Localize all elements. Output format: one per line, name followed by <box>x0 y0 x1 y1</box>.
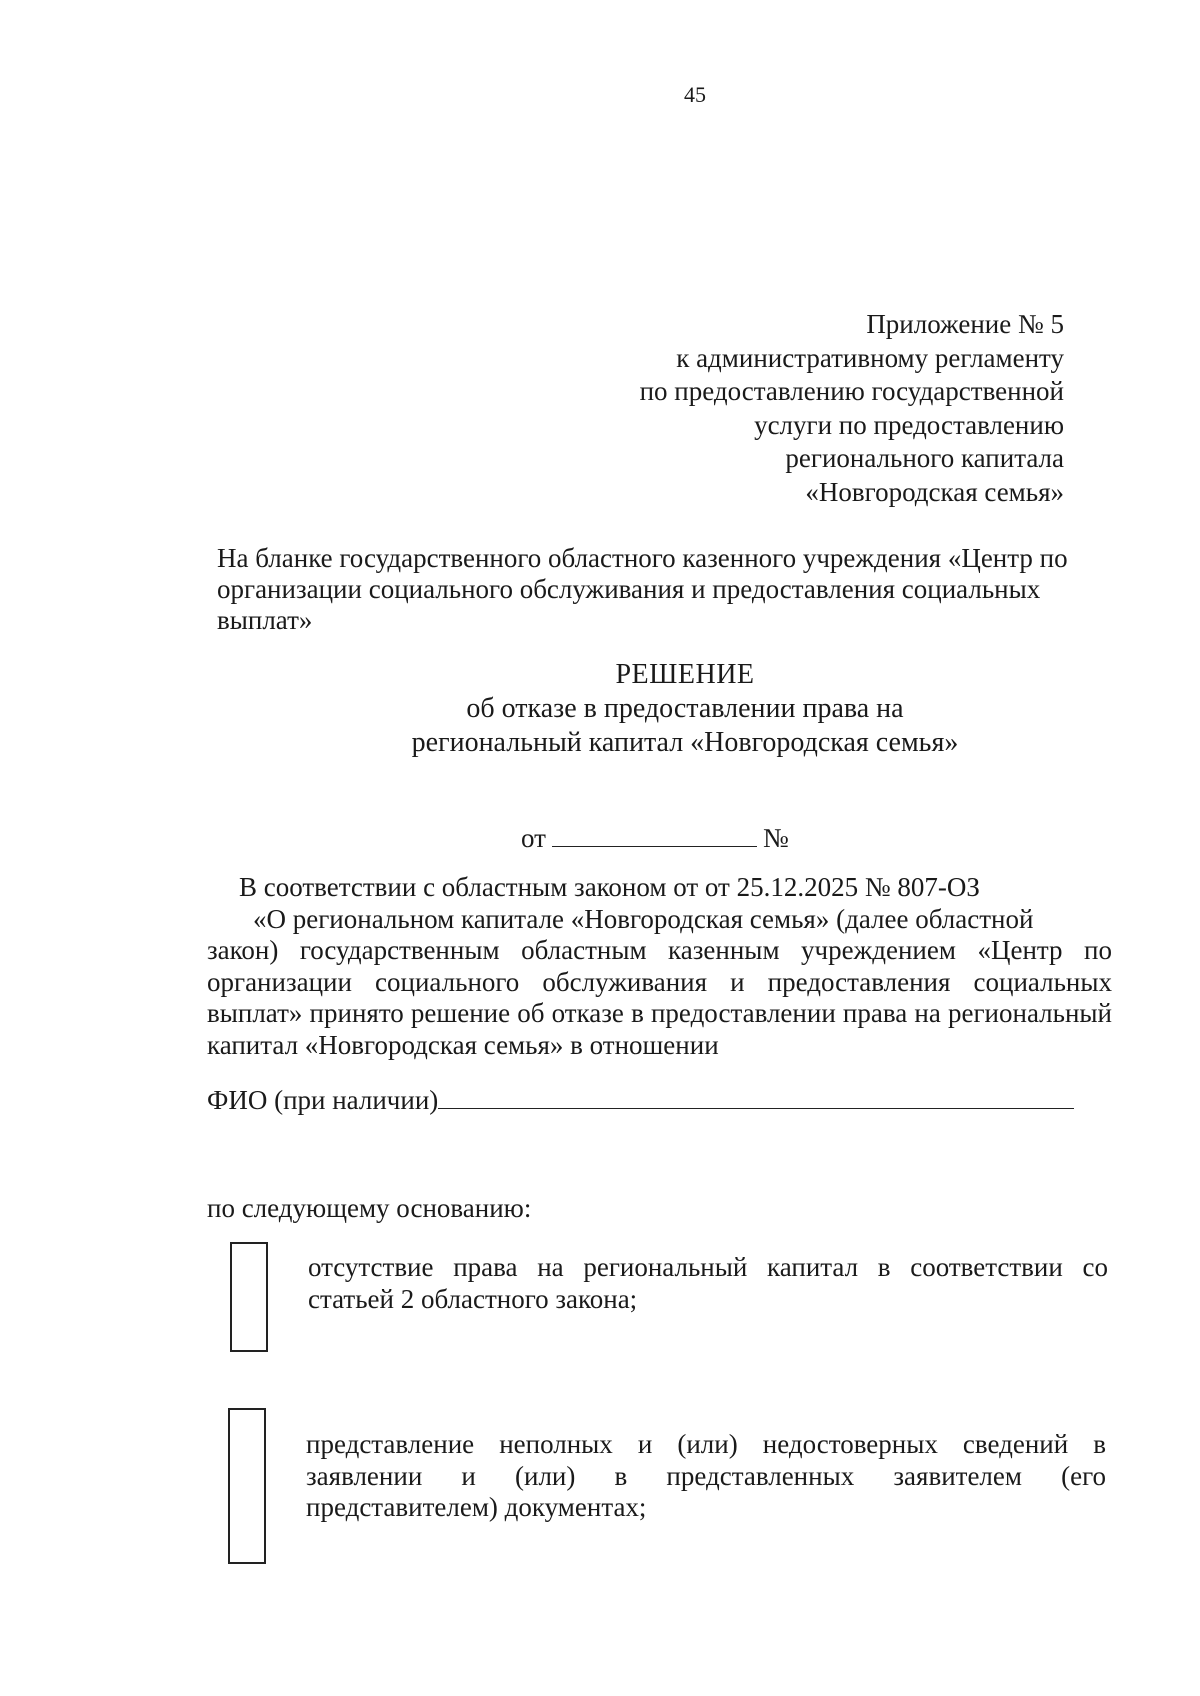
decision-title: РЕШЕНИЕ <box>615 659 755 690</box>
decision-subtitle: региональный капитал «Новгородская семья» <box>411 727 959 758</box>
legal-text-line: В соответствии с областным законом от от 25.12.2025 № 807-ОЗ <box>239 872 980 902</box>
reason-text-line: представление неполных и (или) недостоверных сведений в <box>306 1429 1106 1459</box>
reason-text-line: представителем) документах; <box>306 1492 647 1522</box>
reason-checkbox[interactable] <box>230 1242 268 1352</box>
date-label: от <box>521 823 546 853</box>
legal-basis-paragraph <box>207 872 1112 1061</box>
reason-checkbox[interactable] <box>228 1408 266 1564</box>
appendix-line: по предоставлению государственной <box>639 376 1064 406</box>
decision-heading <box>0 658 1200 760</box>
reason-text <box>306 1429 1106 1524</box>
appendix-header <box>640 308 1064 509</box>
letterhead-note: На бланке государственного областного казенного учреждения «Центр по организации социального обслуживания и предоставления социальных выплат» <box>217 543 1068 635</box>
page-number: 45 <box>684 82 706 107</box>
date-blank-field[interactable] <box>552 824 757 847</box>
reason-text-line: заявлении и (или) в представленных заявителем (его <box>306 1460 1106 1491</box>
fio-label: ФИО (при наличии) <box>207 1085 439 1115</box>
reason-text: отсутствие права на региональный капитал в соответствии со статьей 2 областного закона; <box>308 1252 1108 1314</box>
number-label: № <box>762 823 789 853</box>
appendix-line: регионального капитала <box>785 443 1064 473</box>
appendix-line: услуги по предоставлению <box>754 409 1064 440</box>
fio-line <box>207 1085 1074 1116</box>
legal-text-line: «О региональном капитале «Новгородская семья» (далее областной <box>253 903 1034 934</box>
legal-text-body: закон) государственным областным казенным учреждением «Центр по организации социального обслуживания и предоставления социальных выплат» принято решение об отказе в предоставлении права на региональный капитал «Новгородская семья» в отношении <box>207 935 1112 1060</box>
decision-subtitle: об отказе в предоставлении права на <box>466 693 904 724</box>
basis-label: по следующему основанию: <box>207 1193 532 1223</box>
appendix-line: Приложение № 5 <box>866 309 1064 339</box>
date-number-line <box>521 823 789 854</box>
appendix-line: к административному регламенту <box>676 342 1064 373</box>
appendix-line: «Новгородская семья» <box>805 476 1064 507</box>
fio-blank-field[interactable] <box>438 1086 1074 1109</box>
